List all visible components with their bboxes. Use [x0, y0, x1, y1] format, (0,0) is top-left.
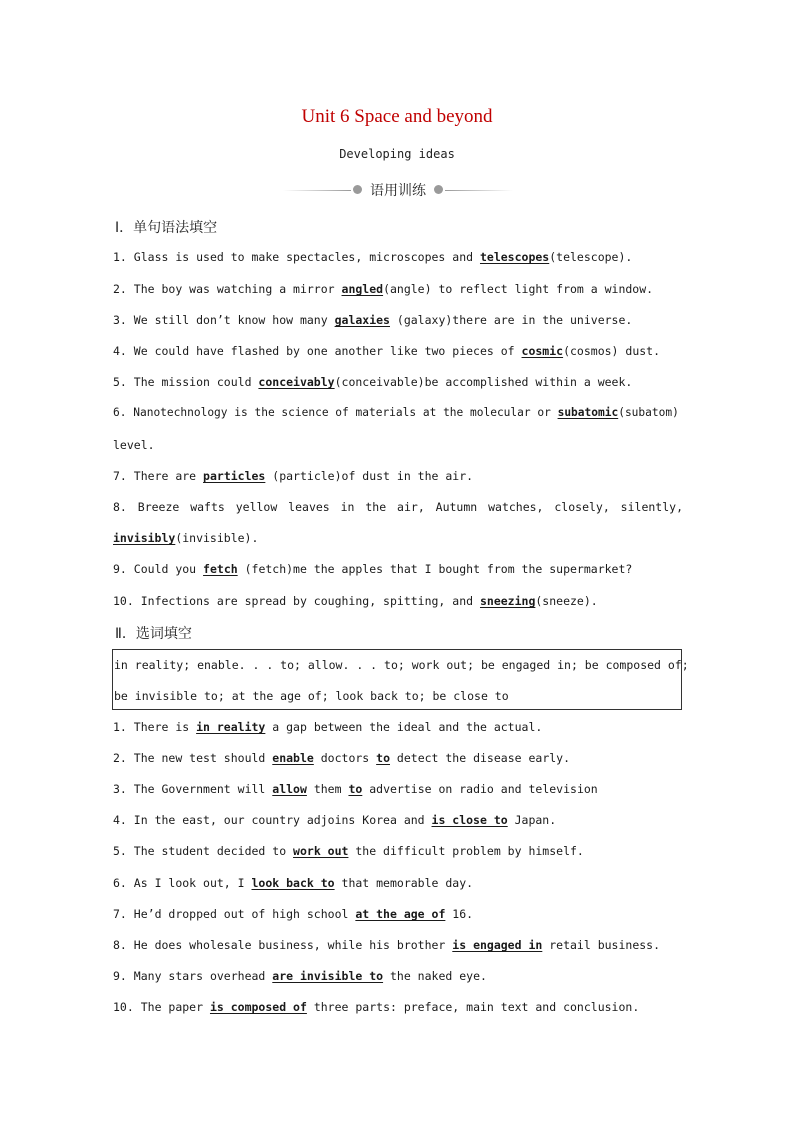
- section-heading: Ⅰ．单句语法填空: [115, 220, 218, 236]
- banner-dot-icon: [434, 185, 443, 194]
- answer: angled: [341, 282, 384, 296]
- page-subtitle: Developing ideas: [339, 147, 455, 161]
- word-bank-line: be invisible to; at the age of; look back to; be close to: [114, 689, 509, 703]
- answer: is composed of: [209, 1000, 307, 1014]
- exercise-item: 7. There are particles (particle)of dust in the air.: [113, 469, 474, 483]
- exercise-item: 2. The new test should enable doctors to detect the disease early.: [113, 751, 571, 765]
- answer: is close to: [431, 813, 508, 827]
- exercise-item: 3. The Government will allow them to advertise on radio and television: [113, 782, 598, 796]
- section-banner: [283, 180, 513, 200]
- exercise-item: 1. Glass is used to make spectacles, microscopes and telescopes(telescope).: [113, 250, 633, 264]
- page-title: Unit 6 Space and beyond: [301, 106, 493, 127]
- exercise-item: 6. As I look out, I look back to that memorable day.: [113, 876, 474, 890]
- exercise-item: 10. Infections are spread by coughing, spitting, and sneezing(sneeze).: [113, 594, 598, 608]
- word-bank-box: [112, 649, 689, 710]
- exercise-item: 4. We could have flashed by one another like two pieces of cosmic(cosmos) dust.: [113, 344, 661, 358]
- answer: conceivably: [258, 375, 335, 389]
- section-heading: Ⅱ．选词填空: [115, 626, 192, 642]
- answer: at the age of: [355, 907, 446, 921]
- exercise-item: 8. He does wholesale business, while his brother is engaged in retail business.: [113, 938, 661, 952]
- answer: look back to: [251, 876, 335, 890]
- answer: enable: [272, 751, 314, 765]
- answer: to: [376, 751, 390, 765]
- exercise-item: 4. In the east, our country adjoins Korea and is close to Japan.: [113, 813, 557, 827]
- word-bank-line: in reality; enable. . . to; allow. . . to; work out; be engaged in; be composed of;: [114, 658, 689, 672]
- banner-divider-left: [283, 190, 351, 191]
- exercise-item: 1. There is in reality a gap between the ideal and the actual.: [113, 720, 543, 734]
- answer: to: [348, 782, 363, 796]
- answer: galaxies: [334, 313, 390, 327]
- exercise-item: 6. Nanotechnology is the science of materials at the molecular or subatomic(subatom): [113, 406, 679, 419]
- banner-label: 语用训练: [370, 183, 426, 199]
- banner-dot-icon: [353, 185, 362, 194]
- answer: cosmic: [521, 344, 564, 358]
- answer: telescopes: [479, 250, 550, 264]
- answer: sneezing: [479, 594, 536, 608]
- answer: are invisible to: [272, 969, 384, 983]
- exercise-item: 5. The mission could conceivably(conceivable)be accomplished within a week.: [113, 375, 633, 389]
- exercise-item: 8. Breeze wafts yellow leaves in the air, Autumn watches, closely, silently,: [113, 500, 683, 514]
- answer: allow: [272, 782, 307, 796]
- exercise-item: 3. We still don’t know how many galaxies (galaxy)there are in the universe.: [113, 313, 633, 327]
- exercise-item: 10. The paper is composed of three parts: preface, main text and conclusion.: [113, 1000, 640, 1014]
- answer: particles: [203, 469, 266, 483]
- exercise-item: 5. The student decided to work out the difficult problem by himself.: [113, 844, 584, 858]
- answer: work out: [293, 844, 349, 858]
- answer: is engaged in: [452, 938, 543, 952]
- answer: subatomic: [557, 406, 619, 419]
- answer: fetch: [203, 562, 238, 576]
- answer: invisibly: [113, 531, 176, 545]
- banner-divider-right: [445, 190, 513, 191]
- answer: in reality: [196, 720, 266, 734]
- exercise-item: 2. The boy was watching a mirror angled(angle) to reflect light from a window.: [113, 282, 654, 296]
- exercise-item: 9. Many stars overhead are invisible to the naked eye.: [113, 969, 487, 983]
- exercise-item: 9. Could you fetch (fetch)me the apples that I bought from the supermarket?: [113, 562, 633, 576]
- exercise-item: 7. He’d dropped out of high school at the age of 16.: [113, 907, 474, 921]
- exercise-item-continuation: level.: [113, 438, 155, 452]
- exercise-item-continuation: invisibly(invisible).: [113, 531, 259, 545]
